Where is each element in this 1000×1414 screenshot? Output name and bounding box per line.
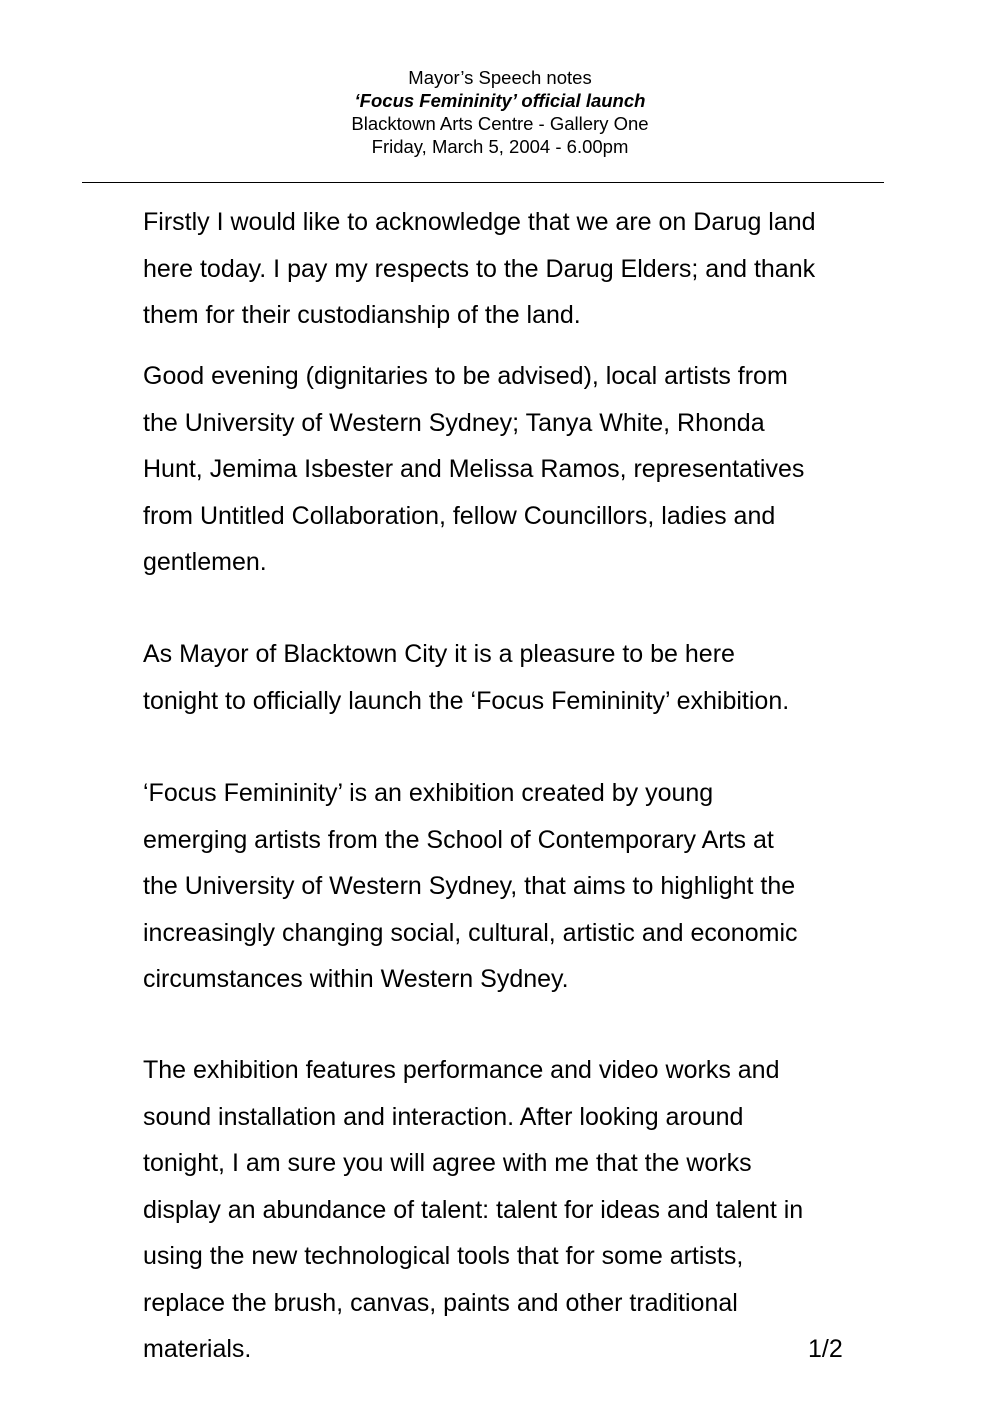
paragraph-line: The exhibition features performance and video works and <box>143 1056 780 1084</box>
paragraph-line: using the new technological tools that for some artists, <box>143 1242 744 1270</box>
paragraph-line: Good evening (dignitaries to be advised), local artists from <box>143 362 788 390</box>
paragraph-line: circumstances within Western Sydney. <box>143 965 569 993</box>
paragraph-line: Firstly I would like to acknowledge that we are on Darug land <box>143 208 816 236</box>
paragraph-line: them for their custodianship of the land. <box>143 301 581 329</box>
header-title: Mayor’s Speech notes <box>408 67 592 88</box>
paragraph-line: increasingly changing social, cultural, artistic and economic <box>143 918 798 947</box>
header-venue: Blacktown Arts Centre - Gallery One <box>351 113 649 134</box>
paragraph-line: tonight to officially launch the ‘Focus Femininity’ exhibition. <box>143 686 790 715</box>
paragraph-line: emerging artists from the School of Contemporary Arts at <box>143 825 774 854</box>
header-date: Friday, March 5, 2004 - 6.00pm <box>371 136 629 157</box>
paragraph-line: As Mayor of Blacktown City it is a pleasure to be here <box>143 640 735 668</box>
header-event-name: ‘Focus Femininity’ official launch <box>354 90 646 111</box>
paragraph-line: materials. <box>143 1335 252 1363</box>
paragraph-line: replace the brush, canvas, paints and other traditional <box>143 1288 738 1317</box>
paragraph-line: sound installation and interaction. After looking around <box>143 1102 744 1131</box>
paragraph-launch <box>143 631 883 724</box>
paragraph-line: from Untitled Collaboration, fellow Councillors, ladies and <box>143 501 776 530</box>
paragraph-line: the University of Western Sydney; Tanya White, Rhonda <box>143 408 765 437</box>
paragraph-acknowledgement <box>143 199 883 339</box>
paragraph-line: here today. I pay my respects to the Darug Elders; and thank <box>143 254 816 283</box>
paragraph-exhibition-description <box>143 770 883 1003</box>
paragraph-line: gentlemen. <box>143 548 267 576</box>
paragraph-greeting <box>143 353 883 586</box>
paragraph-line: Hunt, Jemima Isbester and Melissa Ramos, representatives <box>143 455 805 483</box>
header-divider <box>82 182 884 183</box>
paragraph-line: tonight, I am sure you will agree with me that the works <box>143 1149 752 1177</box>
page-number: 1/2 <box>808 1335 843 1363</box>
paragraph-line: display an abundance of talent: talent for ideas and talent in <box>143 1195 804 1224</box>
paragraph-line: the University of Western Sydney, that aims to highlight the <box>143 872 796 900</box>
paragraph-exhibition-features <box>143 1047 883 1373</box>
document-header <box>0 66 1000 158</box>
paragraph-line: ‘Focus Femininity’ is an exhibition created by young <box>143 779 714 807</box>
